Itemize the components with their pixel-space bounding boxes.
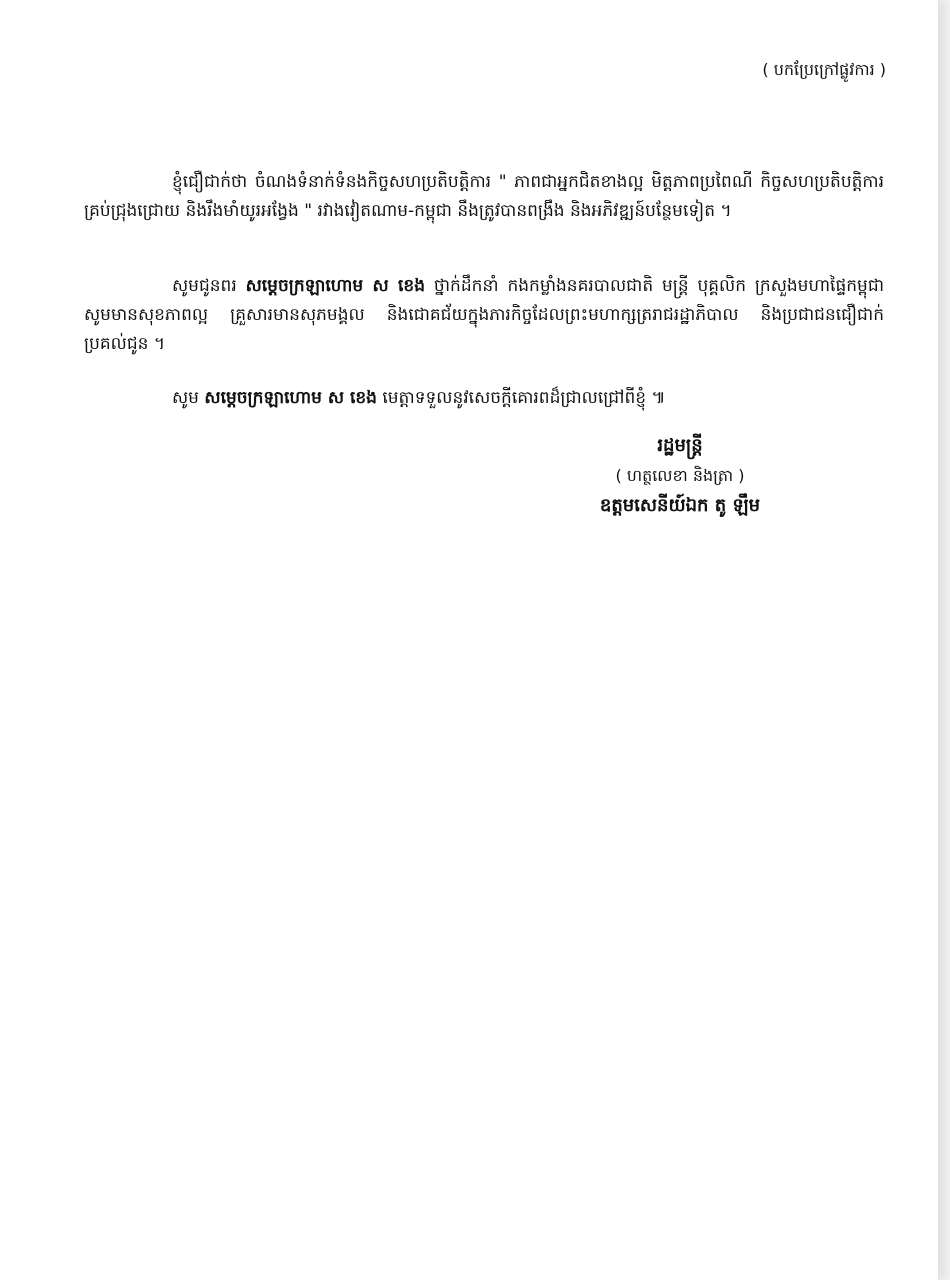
paragraph-wishes-text: ថ្នាក់ដឹកនាំ កងកម្លាំងនគរបាលជាតិ មន្ត្រី បុគ្គលិក ក្រសួងមហាផ្ទៃកម្ពុជា សូមមានសុខភាពល្អ គ្រួសារមានសុភមង្គល និងជោគជ័យក្នុងភារកិច្ចដែលព្រះមហាក្សត្ររាជរដ្ឋាភិបាល និងប្រជាជនជឿជាក់ប្រគល់ជូន ។ (84, 276, 885, 354)
paragraph-closing-intro: សូម (172, 388, 205, 408)
signature-note: ( ហត្ថលេខា និងត្រា ) (615, 466, 745, 485)
unofficial-translation-label: ( បកប្រែក្រៅផ្លូវការ ) (762, 60, 886, 79)
paragraph-wishes-intro: សូមជូនពរ (172, 276, 246, 296)
signature-block (520, 430, 840, 522)
signatory-name: ឧត្ដមសេនីយ៍ឯក តូ ឡឹម (599, 495, 761, 516)
paragraph-wishes (84, 272, 884, 359)
paragraph-wishes-addressee: សម្ដេចក្រឡាហោម ស ខេង (245, 276, 426, 296)
paragraph-confidence (84, 168, 884, 226)
paragraph-closing (84, 384, 884, 413)
paragraph-confidence-text: ខ្ញុំជឿជាក់ថា ចំណងទំនាក់ទំនងកិច្ចសហប្រតិបត្តិការ " ភាពជាអ្នកជិតខាងល្អ មិត្តភាពប្រពៃណី កិច្ចសហប្រតិបត្តិការគ្រប់ជ្រុងជ្រោយ និងរឹងមាំយូរអង្វែង " រវាងវៀតណាម-កម្ពុជា នឹងត្រូវបានពង្រឹង និងអភិវឌ្ឍន៍បន្ថែមទៀត ។ (84, 172, 884, 221)
paragraph-closing-addressee: សម្ដេចក្រឡាហោម ស ខេង (204, 388, 377, 408)
signature-title: រដ្ឋមន្ត្រី (657, 435, 703, 456)
paragraph-closing-text: មេត្តាទទួលនូវសេចក្ដីគោរពដ៏ជ្រាលជ្រៅពីខ្ញុំ ៕ (376, 388, 666, 408)
